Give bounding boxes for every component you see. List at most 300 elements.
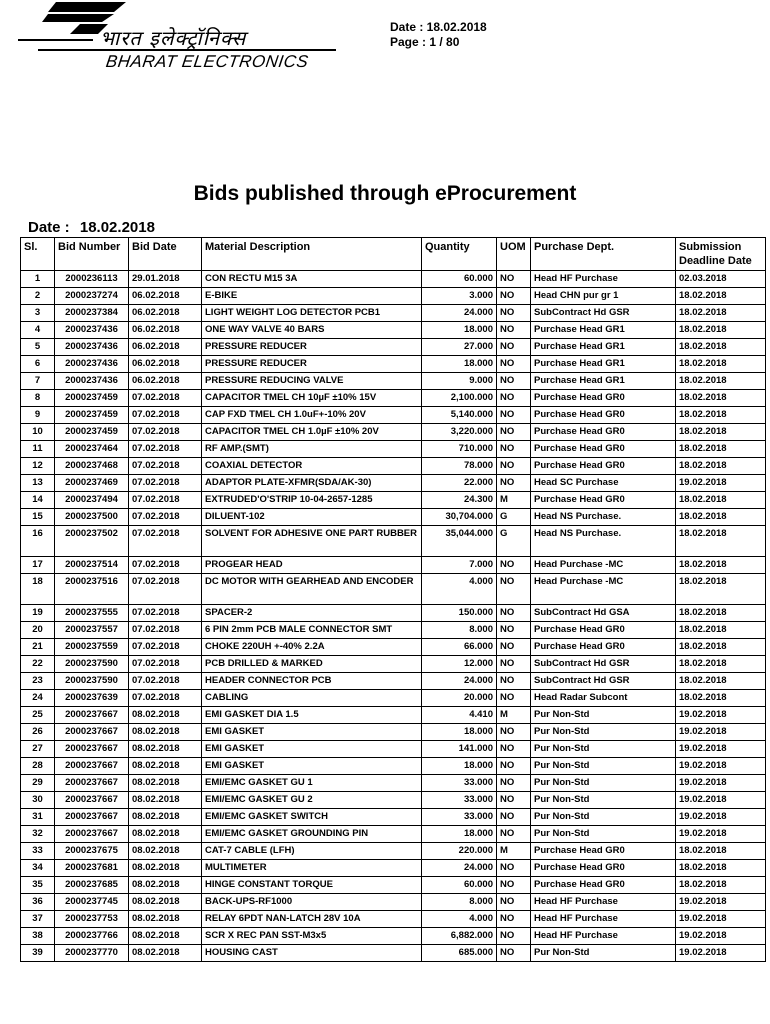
- company-logo: [18, 2, 348, 74]
- row-purchase-dept: Purchase Head GR0: [531, 860, 676, 877]
- bids-table: [20, 237, 766, 962]
- row-bid-date: 06.02.2018: [129, 322, 202, 339]
- column-header: Bid Date: [129, 238, 202, 271]
- row-bid-number: 2000237675: [55, 843, 129, 860]
- table-row: [21, 911, 766, 928]
- table-row: [21, 843, 766, 860]
- row-deadline: 18.02.2018: [676, 424, 766, 441]
- row-deadline: 18.02.2018: [676, 339, 766, 356]
- row-deadline: 18.02.2018: [676, 373, 766, 390]
- row-bid-number: 2000237681: [55, 860, 129, 877]
- row-serial: 28: [21, 758, 55, 775]
- row-material-description: CAT-7 CABLE (LFH): [202, 843, 422, 860]
- row-uom: NO: [497, 928, 531, 945]
- row-material-description: CAP FXD TMEL CH 1.0uF+-10% 20V: [202, 407, 422, 424]
- row-bid-number: 2000237436: [55, 373, 129, 390]
- row-serial: 39: [21, 945, 55, 962]
- table-row: [21, 305, 766, 322]
- row-bid-number: 2000237590: [55, 656, 129, 673]
- table-row: [21, 557, 766, 574]
- row-bid-number: 2000237502: [55, 526, 129, 557]
- row-bid-date: 08.02.2018: [129, 758, 202, 775]
- row-purchase-dept: Purchase Head GR1: [531, 322, 676, 339]
- row-bid-date: 08.02.2018: [129, 741, 202, 758]
- row-material-description: EXTRUDED'O'STRIP 10-04-2657-1285: [202, 492, 422, 509]
- row-bid-number: 2000237667: [55, 707, 129, 724]
- row-purchase-dept: Purchase Head GR0: [531, 639, 676, 656]
- row-bid-date: 08.02.2018: [129, 724, 202, 741]
- row-deadline: 19.02.2018: [676, 945, 766, 962]
- table-row: [21, 826, 766, 843]
- row-quantity: 12.000: [422, 656, 497, 673]
- row-bid-number: 2000237753: [55, 911, 129, 928]
- row-bid-date: 08.02.2018: [129, 707, 202, 724]
- row-quantity: 33.000: [422, 792, 497, 809]
- row-purchase-dept: SubContract Hd GSR: [531, 305, 676, 322]
- row-serial: 38: [21, 928, 55, 945]
- row-purchase-dept: SubContract Hd GSR: [531, 673, 676, 690]
- row-bid-date: 29.01.2018: [129, 271, 202, 288]
- row-quantity: 150.000: [422, 605, 497, 622]
- row-serial: 14: [21, 492, 55, 509]
- row-quantity: 27.000: [422, 339, 497, 356]
- row-deadline: 19.02.2018: [676, 792, 766, 809]
- row-serial: 36: [21, 894, 55, 911]
- row-material-description: CABLING: [202, 690, 422, 707]
- row-quantity: 33.000: [422, 809, 497, 826]
- row-bid-date: 07.02.2018: [129, 673, 202, 690]
- row-deadline: 18.02.2018: [676, 639, 766, 656]
- row-material-description: PROGEAR HEAD: [202, 557, 422, 574]
- row-serial: 31: [21, 809, 55, 826]
- table-row: [21, 928, 766, 945]
- row-uom: NO: [497, 322, 531, 339]
- row-serial: 15: [21, 509, 55, 526]
- row-material-description: SOLVENT FOR ADHESIVE ONE PART RUBBER: [202, 526, 422, 557]
- row-bid-number: 2000237555: [55, 605, 129, 622]
- row-deadline: 18.02.2018: [676, 622, 766, 639]
- row-material-description: HEADER CONNECTOR PCB: [202, 673, 422, 690]
- row-purchase-dept: Head HF Purchase: [531, 911, 676, 928]
- row-bid-number: 2000237274: [55, 288, 129, 305]
- row-serial: 10: [21, 424, 55, 441]
- row-material-description: CHOKE 220UH +-40% 2.2A: [202, 639, 422, 656]
- row-purchase-dept: Purchase Head GR0: [531, 390, 676, 407]
- row-bid-number: 2000237685: [55, 877, 129, 894]
- table-row: [21, 458, 766, 475]
- row-serial: 12: [21, 458, 55, 475]
- row-bid-date: 08.02.2018: [129, 945, 202, 962]
- row-purchase-dept: Purchase Head GR0: [531, 877, 676, 894]
- table-row: [21, 894, 766, 911]
- table-row: [21, 690, 766, 707]
- row-purchase-dept: Head SC Purchase: [531, 475, 676, 492]
- row-deadline: 18.02.2018: [676, 356, 766, 373]
- row-uom: G: [497, 526, 531, 557]
- row-deadline: 18.02.2018: [676, 557, 766, 574]
- row-bid-date: 07.02.2018: [129, 509, 202, 526]
- row-serial: 18: [21, 574, 55, 605]
- row-purchase-dept: Head Purchase -MC: [531, 574, 676, 605]
- row-bid-date: 07.02.2018: [129, 424, 202, 441]
- row-purchase-dept: Pur Non-Std: [531, 724, 676, 741]
- row-deadline: 18.02.2018: [676, 509, 766, 526]
- row-uom: NO: [497, 656, 531, 673]
- row-bid-number: 2000237514: [55, 557, 129, 574]
- row-serial: 11: [21, 441, 55, 458]
- row-uom: NO: [497, 339, 531, 356]
- row-quantity: 220.000: [422, 843, 497, 860]
- row-serial: 25: [21, 707, 55, 724]
- row-quantity: 24.000: [422, 305, 497, 322]
- row-bid-date: 07.02.2018: [129, 407, 202, 424]
- table-header-row: [21, 238, 766, 271]
- row-quantity: 20.000: [422, 690, 497, 707]
- row-bid-date: 07.02.2018: [129, 492, 202, 509]
- row-deadline: 18.02.2018: [676, 458, 766, 475]
- column-header: Bid Number: [55, 238, 129, 271]
- row-serial: 22: [21, 656, 55, 673]
- row-serial: 5: [21, 339, 55, 356]
- row-purchase-dept: Purchase Head GR0: [531, 458, 676, 475]
- row-material-description: HOUSING CAST: [202, 945, 422, 962]
- row-uom: NO: [497, 622, 531, 639]
- row-uom: NO: [497, 458, 531, 475]
- row-uom: NO: [497, 894, 531, 911]
- row-bid-date: 08.02.2018: [129, 877, 202, 894]
- row-material-description: ONE WAY VALVE 40 BARS: [202, 322, 422, 339]
- row-uom: NO: [497, 271, 531, 288]
- row-deadline: 18.02.2018: [676, 441, 766, 458]
- row-material-description: EMI GASKET: [202, 758, 422, 775]
- row-bid-number: 2000237770: [55, 945, 129, 962]
- row-material-description: E-BIKE: [202, 288, 422, 305]
- row-quantity: 30,704.000: [422, 509, 497, 526]
- row-uom: M: [497, 707, 531, 724]
- row-quantity: 33.000: [422, 775, 497, 792]
- table-row: [21, 526, 766, 557]
- row-deadline: 18.02.2018: [676, 288, 766, 305]
- row-purchase-dept: Pur Non-Std: [531, 775, 676, 792]
- row-uom: NO: [497, 741, 531, 758]
- row-uom: NO: [497, 877, 531, 894]
- row-quantity: 685.000: [422, 945, 497, 962]
- row-deadline: 19.02.2018: [676, 775, 766, 792]
- row-uom: NO: [497, 574, 531, 605]
- row-material-description: CAPACITOR TMEL CH 1.0µF ±10% 20V: [202, 424, 422, 441]
- row-bid-number: 2000237667: [55, 741, 129, 758]
- row-bid-date: 08.02.2018: [129, 843, 202, 860]
- row-bid-number: 2000237667: [55, 758, 129, 775]
- row-purchase-dept: Head HF Purchase: [531, 928, 676, 945]
- row-material-description: SPACER-2: [202, 605, 422, 622]
- row-quantity: 3,220.000: [422, 424, 497, 441]
- row-bid-number: 2000237557: [55, 622, 129, 639]
- row-quantity: 710.000: [422, 441, 497, 458]
- row-material-description: PRESSURE REDUCER: [202, 339, 422, 356]
- row-purchase-dept: Pur Non-Std: [531, 707, 676, 724]
- table-row: [21, 339, 766, 356]
- row-material-description: RF AMP.(SMT): [202, 441, 422, 458]
- report-date: [28, 219, 155, 236]
- row-quantity: 22.000: [422, 475, 497, 492]
- row-material-description: EMI GASKET: [202, 724, 422, 741]
- row-serial: 17: [21, 557, 55, 574]
- row-bid-number: 2000237667: [55, 775, 129, 792]
- row-purchase-dept: Pur Non-Std: [531, 945, 676, 962]
- report-date-value: 18.02.2018: [79, 219, 155, 236]
- row-quantity: 18.000: [422, 724, 497, 741]
- row-bid-number: 2000237459: [55, 424, 129, 441]
- row-deadline: 18.02.2018: [676, 574, 766, 605]
- row-uom: M: [497, 492, 531, 509]
- row-serial: 27: [21, 741, 55, 758]
- row-bid-number: 2000237516: [55, 574, 129, 605]
- row-uom: NO: [497, 758, 531, 775]
- row-deadline: 18.02.2018: [676, 305, 766, 322]
- row-purchase-dept: Purchase Head GR0: [531, 407, 676, 424]
- row-material-description: HINGE CONSTANT TORQUE: [202, 877, 422, 894]
- table-row: [21, 775, 766, 792]
- row-quantity: 4.000: [422, 911, 497, 928]
- row-bid-number: 2000237436: [55, 339, 129, 356]
- row-material-description: PRESSURE REDUCING VALVE: [202, 373, 422, 390]
- row-serial: 26: [21, 724, 55, 741]
- table-row: [21, 492, 766, 509]
- row-serial: 30: [21, 792, 55, 809]
- row-bid-date: 07.02.2018: [129, 557, 202, 574]
- row-bid-date: 08.02.2018: [129, 894, 202, 911]
- row-bid-number: 2000237639: [55, 690, 129, 707]
- row-bid-number: 2000237559: [55, 639, 129, 656]
- row-uom: NO: [497, 288, 531, 305]
- row-bid-date: 07.02.2018: [129, 458, 202, 475]
- row-serial: 16: [21, 526, 55, 557]
- row-bid-date: 06.02.2018: [129, 356, 202, 373]
- row-bid-date: 08.02.2018: [129, 911, 202, 928]
- row-deadline: 18.02.2018: [676, 656, 766, 673]
- row-purchase-dept: Pur Non-Std: [531, 792, 676, 809]
- row-bid-date: 06.02.2018: [129, 305, 202, 322]
- row-bid-date: 08.02.2018: [129, 775, 202, 792]
- row-quantity: 66.000: [422, 639, 497, 656]
- table-row: [21, 707, 766, 724]
- row-quantity: 5,140.000: [422, 407, 497, 424]
- row-deadline: 18.02.2018: [676, 526, 766, 557]
- table-row: [21, 639, 766, 656]
- table-body: [21, 271, 766, 962]
- row-serial: 32: [21, 826, 55, 843]
- row-purchase-dept: Purchase Head GR0: [531, 492, 676, 509]
- row-deadline: 19.02.2018: [676, 894, 766, 911]
- row-uom: NO: [497, 775, 531, 792]
- table-row: [21, 792, 766, 809]
- page-meta: [390, 20, 487, 50]
- row-deadline: 18.02.2018: [676, 605, 766, 622]
- row-deadline: 19.02.2018: [676, 724, 766, 741]
- row-deadline: 18.02.2018: [676, 860, 766, 877]
- row-deadline: 19.02.2018: [676, 809, 766, 826]
- row-serial: 21: [21, 639, 55, 656]
- row-bid-date: 08.02.2018: [129, 928, 202, 945]
- row-bid-date: 06.02.2018: [129, 373, 202, 390]
- row-bid-date: 08.02.2018: [129, 826, 202, 843]
- row-material-description: COAXIAL DETECTOR: [202, 458, 422, 475]
- row-quantity: 60.000: [422, 877, 497, 894]
- row-bid-date: 07.02.2018: [129, 639, 202, 656]
- row-purchase-dept: Purchase Head GR1: [531, 339, 676, 356]
- table-row: [21, 373, 766, 390]
- row-quantity: 4.000: [422, 574, 497, 605]
- table-row: [21, 288, 766, 305]
- row-purchase-dept: Head HF Purchase: [531, 894, 676, 911]
- row-quantity: 18.000: [422, 758, 497, 775]
- row-serial: 35: [21, 877, 55, 894]
- table-row: [21, 724, 766, 741]
- table-row: [21, 574, 766, 605]
- row-bid-date: 08.02.2018: [129, 860, 202, 877]
- row-purchase-dept: Purchase Head GR0: [531, 622, 676, 639]
- row-purchase-dept: Pur Non-Std: [531, 826, 676, 843]
- row-serial: 29: [21, 775, 55, 792]
- row-quantity: 8.000: [422, 894, 497, 911]
- row-bid-date: 06.02.2018: [129, 288, 202, 305]
- row-material-description: DC MOTOR WITH GEARHEAD AND ENCODER: [202, 574, 422, 605]
- table-row: [21, 877, 766, 894]
- row-purchase-dept: Head Purchase -MC: [531, 557, 676, 574]
- row-deadline: 19.02.2018: [676, 758, 766, 775]
- row-uom: NO: [497, 407, 531, 424]
- row-uom: NO: [497, 441, 531, 458]
- table-row: [21, 407, 766, 424]
- row-deadline: 19.02.2018: [676, 475, 766, 492]
- row-material-description: EMI/EMC GASKET GU 1: [202, 775, 422, 792]
- row-deadline: 18.02.2018: [676, 492, 766, 509]
- row-material-description: MULTIMETER: [202, 860, 422, 877]
- row-quantity: 78.000: [422, 458, 497, 475]
- row-uom: NO: [497, 373, 531, 390]
- row-bid-number: 2000236113: [55, 271, 129, 288]
- table-row: [21, 475, 766, 492]
- row-bid-date: 07.02.2018: [129, 526, 202, 557]
- row-serial: 6: [21, 356, 55, 373]
- row-deadline: 18.02.2018: [676, 390, 766, 407]
- row-material-description: SCR X REC PAN SST-M3x5: [202, 928, 422, 945]
- table-row: [21, 945, 766, 962]
- row-material-description: CAPACITOR TMEL CH 10µF ±10% 15V: [202, 390, 422, 407]
- row-uom: NO: [497, 826, 531, 843]
- table-row: [21, 673, 766, 690]
- row-purchase-dept: Head CHN pur gr 1: [531, 288, 676, 305]
- row-uom: NO: [497, 305, 531, 322]
- row-material-description: ADAPTOR PLATE-XFMR(SDA/AK-30): [202, 475, 422, 492]
- row-purchase-dept: Head HF Purchase: [531, 271, 676, 288]
- row-uom: NO: [497, 809, 531, 826]
- header-page-number: Page : 1 / 80: [390, 35, 460, 49]
- logo-hindi-text: भारत इलेक्ट्रॉनिक्स: [100, 26, 247, 50]
- row-bid-number: 2000237464: [55, 441, 129, 458]
- row-bid-number: 2000237384: [55, 305, 129, 322]
- row-deadline: 18.02.2018: [676, 877, 766, 894]
- column-header: Quantity: [422, 238, 497, 271]
- row-bid-date: 07.02.2018: [129, 690, 202, 707]
- row-quantity: 7.000: [422, 557, 497, 574]
- row-serial: 9: [21, 407, 55, 424]
- row-uom: NO: [497, 792, 531, 809]
- row-deadline: 18.02.2018: [676, 690, 766, 707]
- column-header: Material Description: [202, 238, 422, 271]
- row-serial: 2: [21, 288, 55, 305]
- row-bid-date: 07.02.2018: [129, 656, 202, 673]
- row-bid-date: 07.02.2018: [129, 622, 202, 639]
- column-header: Purchase Dept.: [531, 238, 676, 271]
- table-row: [21, 322, 766, 339]
- row-bid-number: 2000237766: [55, 928, 129, 945]
- row-purchase-dept: SubContract Hd GSR: [531, 656, 676, 673]
- row-material-description: EMI GASKET: [202, 741, 422, 758]
- row-serial: 20: [21, 622, 55, 639]
- row-bid-number: 2000237590: [55, 673, 129, 690]
- row-material-description: DILUENT-102: [202, 509, 422, 526]
- table-row: [21, 656, 766, 673]
- row-deadline: 18.02.2018: [676, 673, 766, 690]
- row-serial: 34: [21, 860, 55, 877]
- table-row: [21, 424, 766, 441]
- row-material-description: RELAY 6PDT NAN-LATCH 28V 10A: [202, 911, 422, 928]
- row-quantity: 18.000: [422, 322, 497, 339]
- row-uom: NO: [497, 424, 531, 441]
- row-quantity: 24.000: [422, 673, 497, 690]
- row-material-description: PRESSURE REDUCER: [202, 356, 422, 373]
- row-quantity: 24.300: [422, 492, 497, 509]
- row-purchase-dept: Pur Non-Std: [531, 741, 676, 758]
- table-row: [21, 356, 766, 373]
- row-quantity: 9.000: [422, 373, 497, 390]
- row-bid-date: 07.02.2018: [129, 605, 202, 622]
- row-serial: 33: [21, 843, 55, 860]
- row-purchase-dept: SubContract Hd GSA: [531, 605, 676, 622]
- report-date-label: Date :: [28, 219, 70, 236]
- row-quantity: 8.000: [422, 622, 497, 639]
- row-uom: NO: [497, 673, 531, 690]
- row-material-description: PCB DRILLED & MARKED: [202, 656, 422, 673]
- row-uom: NO: [497, 945, 531, 962]
- row-material-description: EMI/EMC GASKET GU 2: [202, 792, 422, 809]
- row-quantity: 18.000: [422, 356, 497, 373]
- column-header: UOM: [497, 238, 531, 271]
- row-uom: NO: [497, 605, 531, 622]
- row-purchase-dept: Purchase Head GR0: [531, 424, 676, 441]
- row-serial: 1: [21, 271, 55, 288]
- row-bid-date: 07.02.2018: [129, 475, 202, 492]
- row-deadline: 18.02.2018: [676, 843, 766, 860]
- row-material-description: LIGHT WEIGHT LOG DETECTOR PCB1: [202, 305, 422, 322]
- row-bid-number: 2000237436: [55, 356, 129, 373]
- row-uom: NO: [497, 911, 531, 928]
- row-material-description: CON RECTU M15 3A: [202, 271, 422, 288]
- row-bid-number: 2000237469: [55, 475, 129, 492]
- row-material-description: EMI/EMC GASKET GROUNDING PIN: [202, 826, 422, 843]
- row-bid-number: 2000237459: [55, 407, 129, 424]
- table-row: [21, 390, 766, 407]
- table-row: [21, 441, 766, 458]
- row-bid-date: 08.02.2018: [129, 792, 202, 809]
- row-quantity: 2,100.000: [422, 390, 497, 407]
- row-bid-number: 2000237494: [55, 492, 129, 509]
- row-deadline: 02.03.2018: [676, 271, 766, 288]
- row-purchase-dept: Head Radar Subcont: [531, 690, 676, 707]
- row-deadline: 18.02.2018: [676, 322, 766, 339]
